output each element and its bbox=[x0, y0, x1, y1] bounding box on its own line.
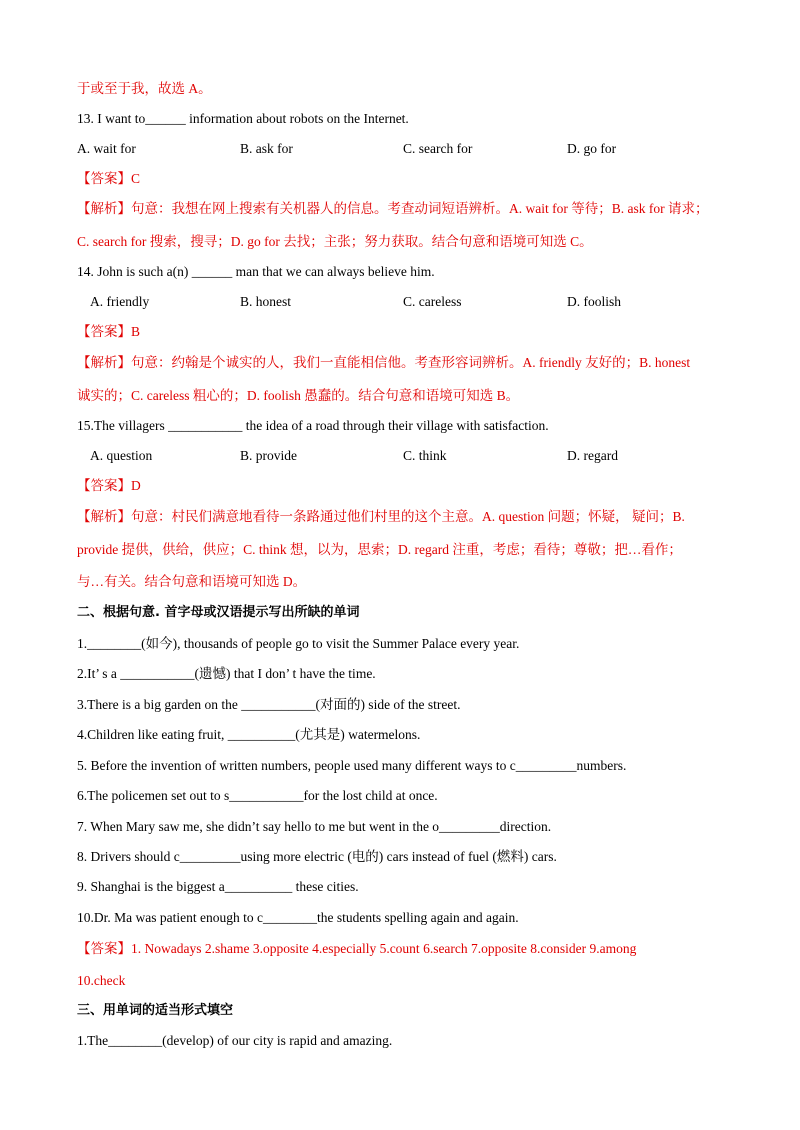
answer-13: 【答案】C bbox=[77, 171, 141, 186]
section-2-item-8: 8. Drivers should c_________using more electric (电的) cars instead of fuel (燃料) cars. bbox=[77, 849, 557, 864]
analysis-14-line-2: 诚实的；C. careless 粗心的；D. foolish 愚蠢的。结合句意和语境可知选 B。 bbox=[77, 388, 520, 403]
option-d: D. go for bbox=[567, 141, 617, 156]
analysis-15-line-3: 与…有关。结合句意和语境可知选 D。 bbox=[77, 574, 307, 589]
analysis-14-line-1: 【解析】句意：约翰是个诚实的人，我们一直能相信他。考查形容词辨析。A. friendly 友好的；B. honest bbox=[77, 355, 691, 370]
section-2-item-3: 3.There is a big garden on the ___________(对面的) side of the street. bbox=[77, 697, 461, 712]
section-2-item-10: 10.Dr. Ma was patient enough to c________the students spelling again and again. bbox=[77, 910, 519, 925]
section-2-item-5: 5. Before the invention of written numbers, people used many different ways to c_________numbers. bbox=[77, 758, 627, 773]
option-b: B. provide bbox=[240, 448, 297, 463]
option-d: D. regard bbox=[567, 448, 618, 463]
option-a: A. wait for bbox=[77, 141, 136, 156]
option-a: A. friendly bbox=[90, 294, 150, 309]
section-2-heading: 二、根据句意. 首字母或汉语提示写出所缺的单词 bbox=[77, 605, 360, 620]
section-2-item-4: 4.Children like eating fruit, __________(尤其是) watermelons. bbox=[77, 727, 421, 742]
option-b: B. honest bbox=[240, 294, 292, 309]
option-c: C. think bbox=[403, 448, 447, 463]
section-2-item-9: 9. Shanghai is the biggest a__________ these cities. bbox=[77, 879, 359, 894]
analysis-13-line-1: 【解析】句意：我想在网上搜索有关机器人的信息。考查动词短语辨析。A. wait for 等待；B. ask for 请求； bbox=[77, 201, 709, 216]
option-b: B. ask for bbox=[240, 141, 293, 156]
question-15: 15.The villagers ___________ the idea of a road through their village with satisfaction. bbox=[77, 418, 549, 433]
section-2-item-6: 6.The policemen set out to s___________for the lost child at once. bbox=[77, 788, 438, 803]
question-14: 14. John is such a(n) ______ man that we can always believe him. bbox=[77, 264, 435, 279]
answer-15: 【答案】D bbox=[77, 478, 141, 493]
section-2-answer-line-2: 10.check bbox=[77, 973, 126, 988]
analysis-15-line-2: provide 提供，供给，供应；C. think 想，以为，思索；D. regard 注重，考虑；看待；尊敬；把…看作； bbox=[77, 542, 682, 557]
section-2-item-1: 1.________(如今), thousands of people go to visit the Summer Palace every year. bbox=[77, 636, 520, 651]
section-2-answer-line-1: 【答案】1. Nowadays 2.shame 3.opposite 4.especially 5.count 6.search 7.opposite 8.consider 9.among bbox=[77, 941, 637, 956]
option-d: D. foolish bbox=[567, 294, 621, 309]
option-c: C. search for bbox=[403, 141, 473, 156]
question-13: 13. I want to______ information about robots on the Internet. bbox=[77, 111, 409, 126]
section-3-heading: 三、用单词的适当形式填空 bbox=[77, 1003, 234, 1018]
section-2-item-7: 7. When Mary saw me, she didn’t say hello to me but went in the o_________direction. bbox=[77, 819, 552, 834]
section-2-item-2: 2.It’ s a ___________(遗憾) that I don’ t have the time. bbox=[77, 666, 376, 681]
section-3-item-1: 1.The________(develop) of our city is rapid and amazing. bbox=[77, 1033, 393, 1048]
option-a: A. question bbox=[90, 448, 153, 463]
analysis-15-line-1: 【解析】句意：村民们满意地看待一条路通过他们村里的这个主意。A. question 问题；怀疑， 疑问；B. bbox=[77, 509, 685, 524]
q12-tail: 于或至于我，故选 A。 bbox=[77, 81, 212, 96]
option-c: C. careless bbox=[403, 294, 462, 309]
answer-14: 【答案】B bbox=[77, 324, 141, 339]
analysis-13-line-2: C. search for 搜索，搜寻；D. go for 去找；主张；努力获取。结合句意和语境可知选 C。 bbox=[77, 234, 593, 249]
